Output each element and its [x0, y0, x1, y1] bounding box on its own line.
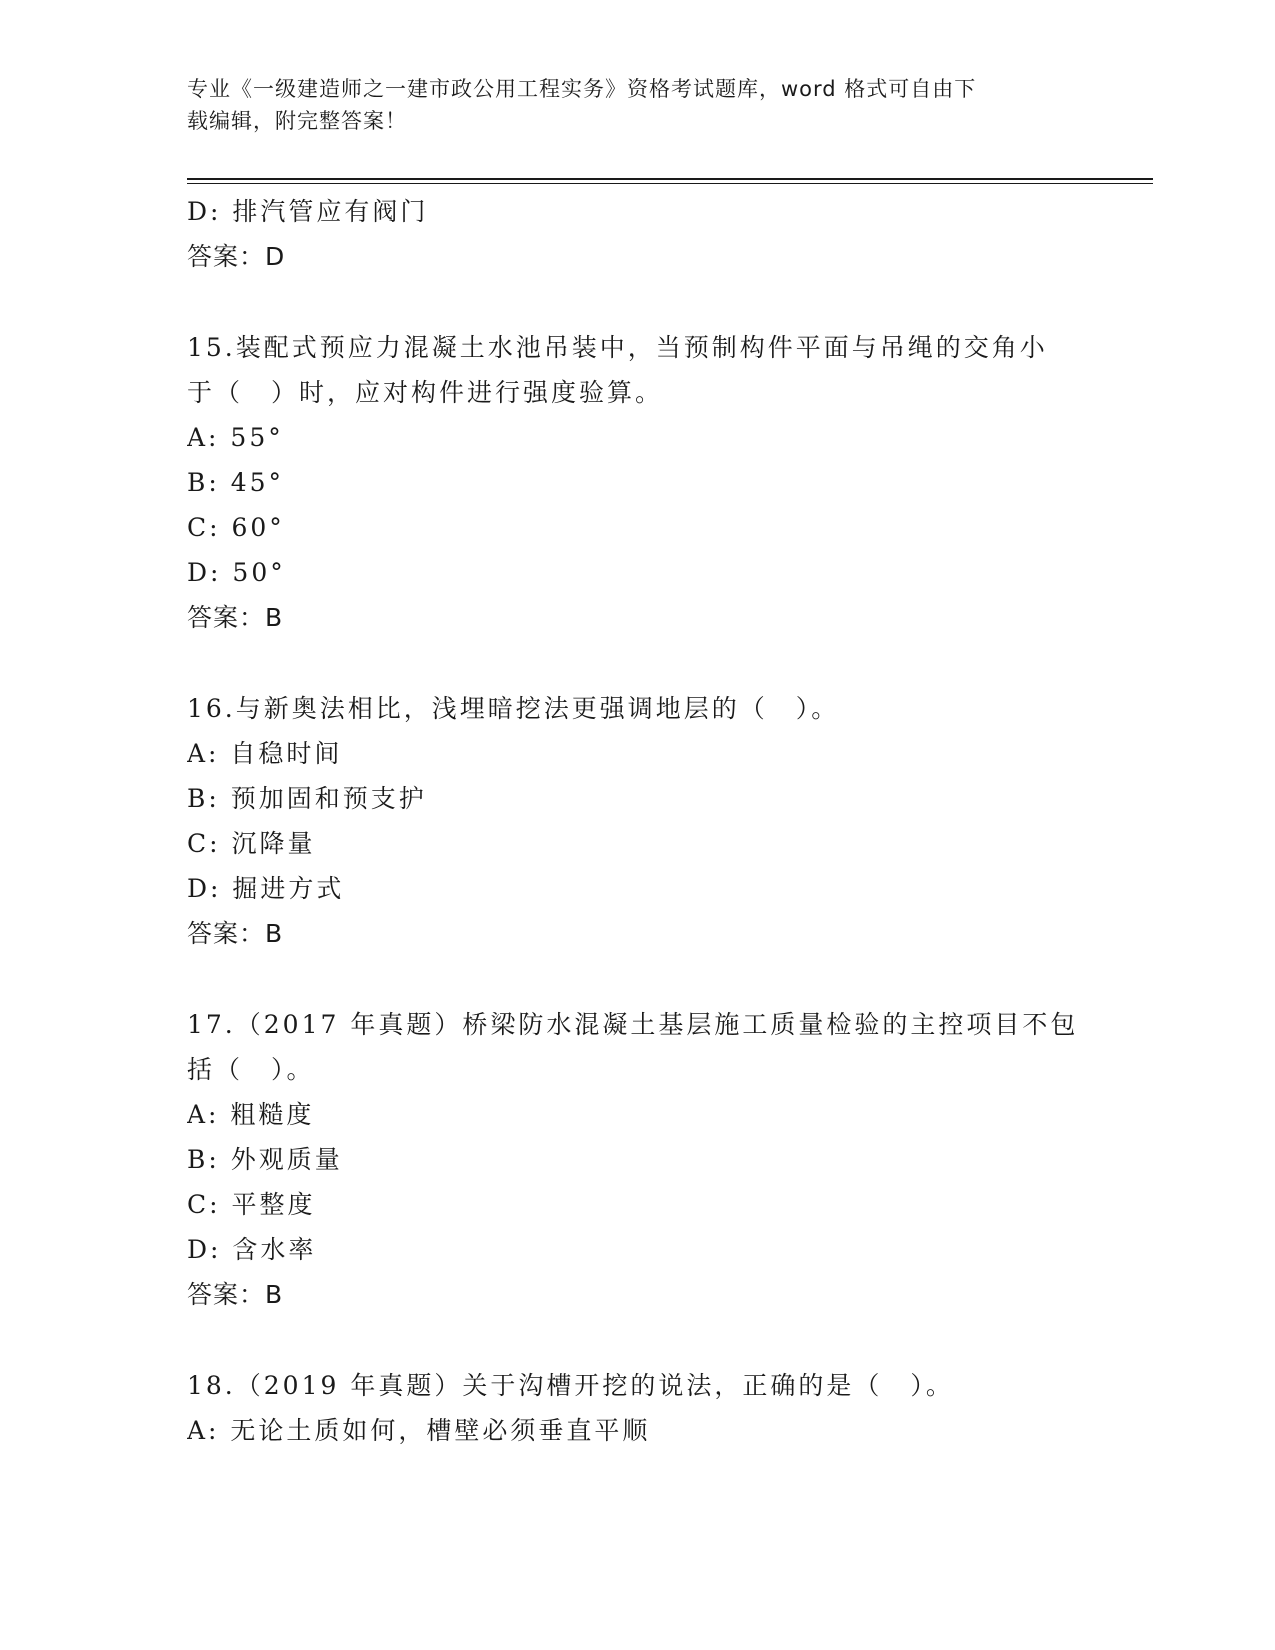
- question-stem-line: 于（ ）时，应对构件进行强度验算。: [187, 378, 664, 407]
- answer-line: 答案：D: [187, 242, 286, 271]
- header-divider-thin: [187, 183, 1153, 184]
- header-divider-thick: [187, 178, 1153, 180]
- option-d: D: 50°: [187, 558, 286, 587]
- option-d: D: 排汽管应有阀门: [187, 197, 429, 226]
- option-b: B: 预加固和预支护: [187, 784, 427, 813]
- option-b: B: 45°: [187, 468, 285, 497]
- question-stem-line: 17.（2017 年真题）桥梁防水混凝土基层施工质量检验的主控项目不包: [187, 1010, 1079, 1039]
- question-list: [187, 189, 1087, 1453]
- question-15: [187, 325, 1087, 640]
- option-a: A: 自稳时间: [187, 739, 343, 768]
- question-stem-line: 18.（2019 年真题）关于沟槽开挖的说法，正确的是（ ）。: [187, 1371, 954, 1400]
- option-d: D: 掘进方式: [187, 874, 345, 903]
- question-16: [187, 686, 1087, 956]
- question-stem-line: 15.装配式预应力混凝土水池吊装中，当预制构件平面与吊绳的交角小: [187, 333, 1048, 362]
- option-c: C: 沉降量: [187, 829, 316, 858]
- header-line-2: 载编辑，附完整答案！: [187, 109, 407, 133]
- answer-line: 答案：B: [187, 919, 284, 948]
- header-line-1: 专业《一级建造师之一建市政公用工程实务》资格考试题库，word 格式可自由下: [187, 77, 977, 101]
- document-header: [187, 73, 1067, 137]
- option-a: A: 55°: [187, 423, 284, 452]
- option-c: C: 平整度: [187, 1190, 316, 1219]
- question-stem-line: 括（ ）。: [187, 1055, 315, 1084]
- question-17: [187, 1002, 1087, 1317]
- option-c: C: 60°: [187, 513, 285, 542]
- option-b: B: 外观质量: [187, 1145, 343, 1174]
- answer-line: 答案：B: [187, 603, 284, 632]
- option-a: A: 粗糙度: [187, 1100, 315, 1129]
- question-18: [187, 1363, 1087, 1453]
- option-a: A: 无论土质如何，槽壁必须垂直平顺: [187, 1416, 651, 1445]
- option-d: D: 含水率: [187, 1235, 317, 1264]
- question-stem-line: 16.与新奥法相比，浅埋暗挖法更强调地层的（ ）。: [187, 694, 840, 723]
- answer-line: 答案：B: [187, 1280, 284, 1309]
